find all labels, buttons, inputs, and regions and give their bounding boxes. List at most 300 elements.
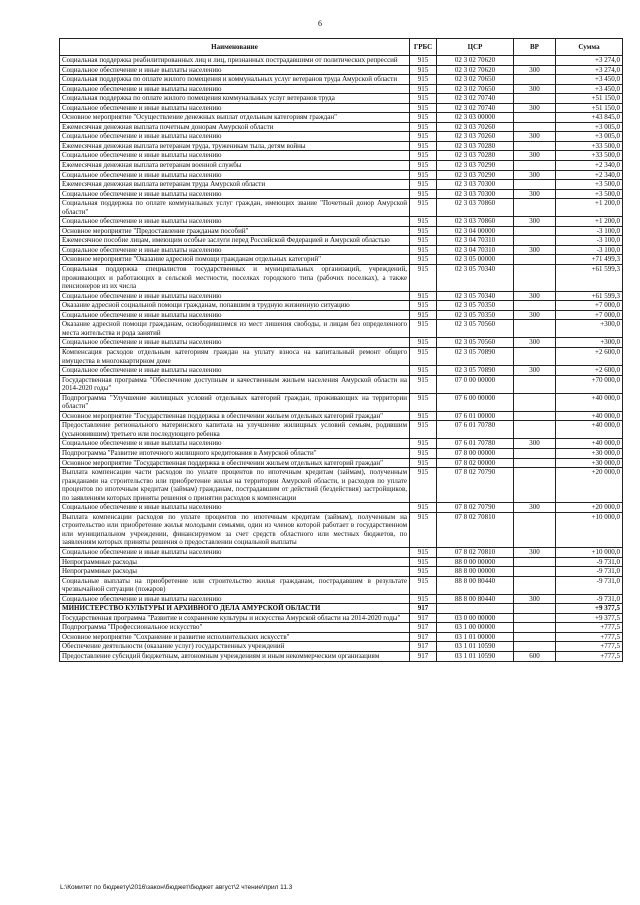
cell-csr: 02 3 03 70860 xyxy=(437,199,514,217)
cell-sum: +3 450,0 xyxy=(556,84,623,94)
cell-vr: 300 xyxy=(514,310,556,320)
cell-grbs: 915 xyxy=(410,347,437,365)
table-row xyxy=(60,291,623,301)
cell-csr: 02 3 02 70620 xyxy=(437,56,514,66)
cell-csr: 07 6 00 00000 xyxy=(437,393,514,411)
cell-vr xyxy=(514,421,556,439)
cell-vr xyxy=(514,265,556,292)
table-row xyxy=(60,557,623,567)
cell-sum: +9 377,5 xyxy=(556,613,623,623)
cell-vr: 300 xyxy=(514,503,556,513)
table-row xyxy=(60,320,623,338)
cell-grbs: 917 xyxy=(410,652,437,662)
table-row xyxy=(60,132,623,142)
cell-name: Социальное обеспечение и иные выплаты населению xyxy=(60,503,410,513)
cell-grbs: 915 xyxy=(410,448,437,458)
cell-vr xyxy=(514,347,556,365)
cell-sum: +61 599,3 xyxy=(556,265,623,292)
table-row xyxy=(60,75,623,85)
table-row xyxy=(60,217,623,227)
cell-sum: +51 150,0 xyxy=(556,94,623,104)
cell-grbs: 915 xyxy=(410,265,437,292)
cell-sum: +1 200,0 xyxy=(556,199,623,217)
cell-grbs: 915 xyxy=(410,310,437,320)
table-row xyxy=(60,439,623,449)
cell-name: Социальное обеспечение и иные выплаты населению xyxy=(60,594,410,604)
table-row xyxy=(60,189,623,199)
table-row xyxy=(60,347,623,365)
cell-vr: 300 xyxy=(514,547,556,557)
cell-vr xyxy=(514,557,556,567)
cell-sum: +7 000,0 xyxy=(556,301,623,311)
cell-sum: +70 000,0 xyxy=(556,375,623,393)
cell-name: Социальное обеспечение и иные выплаты населению xyxy=(60,338,410,348)
cell-vr: 300 xyxy=(514,151,556,161)
cell-sum: +40 000,0 xyxy=(556,411,623,421)
cell-name: Предоставление регионального материнского капитала на улучшение жилищных условий семьям, родившим (усыновившим) третьего или последующего ребенка xyxy=(60,421,410,439)
cell-grbs: 915 xyxy=(410,151,437,161)
cell-sum: +30 000,0 xyxy=(556,448,623,458)
table-row xyxy=(60,632,623,642)
table-row xyxy=(60,468,623,503)
cell-sum: +300,0 xyxy=(556,338,623,348)
cell-name: Непрограммные расходы xyxy=(60,567,410,577)
cell-csr: 02 3 03 70300 xyxy=(437,180,514,190)
cell-csr: 02 3 05 70350 xyxy=(437,310,514,320)
cell-sum: -9 731,0 xyxy=(556,594,623,604)
cell-name: Социальное обеспечение и иные выплаты населению xyxy=(60,189,410,199)
cell-sum: +2 340,0 xyxy=(556,170,623,180)
cell-vr: 300 xyxy=(514,189,556,199)
table-row xyxy=(60,411,623,421)
cell-sum: +33 500,0 xyxy=(556,141,623,151)
cell-csr: 07 8 02 70810 xyxy=(437,547,514,557)
cell-csr xyxy=(437,604,514,614)
cell-sum: +3 500,0 xyxy=(556,189,623,199)
cell-vr: 300 xyxy=(514,132,556,142)
cell-vr xyxy=(514,623,556,633)
cell-csr: 03 1 00 00000 xyxy=(437,623,514,633)
table-row xyxy=(60,642,623,652)
cell-grbs: 915 xyxy=(410,122,437,132)
cell-name: Основное мероприятие "Государственная поддержка в обеспечении жильем отдельных категорий граждан" xyxy=(60,411,410,421)
cell-grbs: 915 xyxy=(410,113,437,123)
cell-name: Социальное обеспечение и иные выплаты населению xyxy=(60,132,410,142)
cell-vr xyxy=(514,75,556,85)
cell-name: Социальное обеспечение и иные выплаты населению xyxy=(60,103,410,113)
cell-grbs: 917 xyxy=(410,632,437,642)
table-row xyxy=(60,652,623,662)
cell-name: Социальное обеспечение и иные выплаты населению xyxy=(60,547,410,557)
cell-grbs: 915 xyxy=(410,141,437,151)
cell-csr: 88 8 00 80440 xyxy=(437,594,514,604)
cell-vr: 300 xyxy=(514,217,556,227)
cell-name: Подпрограмма "Развитие ипотечного жилищного кредитования в Амурской области" xyxy=(60,448,410,458)
table-row xyxy=(60,84,623,94)
table-row xyxy=(60,512,623,547)
table-row xyxy=(60,338,623,348)
cell-grbs: 917 xyxy=(410,623,437,633)
cell-csr: 07 6 01 70780 xyxy=(437,439,514,449)
cell-csr: 03 1 01 00000 xyxy=(437,632,514,642)
table-row xyxy=(60,375,623,393)
table-row xyxy=(60,113,623,123)
cell-name: Основное мероприятие "Государственная поддержка в обеспечении жильем отдельных категорий граждан" xyxy=(60,458,410,468)
cell-name: Ежемесячная денежная выплата почетным донорам Амурской области xyxy=(60,122,410,132)
cell-vr xyxy=(514,613,556,623)
cell-grbs: 915 xyxy=(410,557,437,567)
cell-sum: +20 000,0 xyxy=(556,503,623,513)
cell-name: Социальное обеспечение и иные выплаты населению xyxy=(60,366,410,376)
cell-vr xyxy=(514,604,556,614)
table-row xyxy=(60,245,623,255)
cell-csr: 02 3 05 00000 xyxy=(437,255,514,265)
cell-vr: 300 xyxy=(514,291,556,301)
cell-vr: 300 xyxy=(514,439,556,449)
table-row xyxy=(60,458,623,468)
cell-grbs: 915 xyxy=(410,132,437,142)
table-row xyxy=(60,141,623,151)
cell-vr: 600 xyxy=(514,652,556,662)
cell-name: Государственная программа "Обеспечение доступным и качественным жильем населения Амурской области на 2014-2020 годы" xyxy=(60,375,410,393)
cell-name: Подпрограмма "Улучшение жилищных условий отдельных категорий граждан, проживающих на территории области" xyxy=(60,393,410,411)
table-row xyxy=(60,236,623,246)
table-row xyxy=(60,503,623,513)
table-row xyxy=(60,567,623,577)
table-row xyxy=(60,265,623,292)
cell-grbs: 915 xyxy=(410,75,437,85)
cell-grbs: 915 xyxy=(410,226,437,236)
cell-name: Оказание адресной помощи гражданам, освободившимся из мест лишения свободы, и лицам без определенного места жительства и рода занятий xyxy=(60,320,410,338)
cell-csr: 88 8 00 80440 xyxy=(437,576,514,594)
cell-sum: -3 100,0 xyxy=(556,236,623,246)
cell-name: Основное мероприятие "Оказание адресной помощи гражданам отдельных категорий" xyxy=(60,255,410,265)
cell-vr xyxy=(514,113,556,123)
cell-csr: 02 3 03 70290 xyxy=(437,170,514,180)
cell-name: Оказание адресной социальной помощи гражданам, попавшим в трудную жизненную ситуацию xyxy=(60,301,410,311)
cell-vr xyxy=(514,236,556,246)
cell-csr: 02 3 04 70310 xyxy=(437,245,514,255)
cell-name: Непрограммные расходы xyxy=(60,557,410,567)
cell-csr: 02 3 05 70560 xyxy=(437,338,514,348)
table-row xyxy=(60,56,623,66)
cell-csr: 02 3 02 70650 xyxy=(437,75,514,85)
cell-vr: 300 xyxy=(514,65,556,75)
table-row xyxy=(60,421,623,439)
cell-csr: 02 3 03 70300 xyxy=(437,189,514,199)
cell-sum: +3 500,0 xyxy=(556,180,623,190)
cell-grbs: 915 xyxy=(410,94,437,104)
cell-grbs: 915 xyxy=(410,84,437,94)
cell-name: Социальное обеспечение и иные выплаты населению xyxy=(60,151,410,161)
cell-csr: 02 3 03 70260 xyxy=(437,122,514,132)
table-row xyxy=(60,94,623,104)
table-row xyxy=(60,199,623,217)
cell-csr: 03 1 01 10590 xyxy=(437,642,514,652)
cell-sum: +2 340,0 xyxy=(556,161,623,171)
table-row xyxy=(60,170,623,180)
cell-csr: 03 1 01 10590 xyxy=(437,652,514,662)
cell-grbs: 915 xyxy=(410,245,437,255)
cell-sum: +40 000,0 xyxy=(556,393,623,411)
cell-csr: 02 3 03 70860 xyxy=(437,217,514,227)
cell-csr: 88 8 00 00000 xyxy=(437,567,514,577)
cell-csr: 02 3 02 70620 xyxy=(437,65,514,75)
cell-vr xyxy=(514,468,556,503)
cell-vr xyxy=(514,448,556,458)
cell-csr: 02 3 04 70310 xyxy=(437,236,514,246)
cell-vr xyxy=(514,94,556,104)
table-row xyxy=(60,604,623,614)
cell-sum: +33 500,0 xyxy=(556,151,623,161)
cell-sum: +3 450,0 xyxy=(556,75,623,85)
table-row xyxy=(60,310,623,320)
cell-name: Предоставление субсидий бюджетным, автономным учреждениям и иным некоммерческим организациям xyxy=(60,652,410,662)
cell-csr: 02 3 03 70290 xyxy=(437,161,514,171)
cell-grbs: 915 xyxy=(410,366,437,376)
cell-csr: 07 8 02 70810 xyxy=(437,512,514,547)
cell-name: Основное мероприятие "Осуществление денежных выплат отдельным категориям граждан" xyxy=(60,113,410,123)
cell-vr xyxy=(514,122,556,132)
cell-grbs: 915 xyxy=(410,56,437,66)
cell-name: Выплата компенсации расходов по уплате процентов по ипотечным кредитам (займам), полученным на строительство или приобретение жилья молодыми семьями, один из членов которой работает в государственном или муниципальном учреждении, финансируемом за счет средств областного или местных бюджетов, по заявлениям которых приняты решения о предоставлении социальной выплаты xyxy=(60,512,410,547)
cell-sum: +10 000,0 xyxy=(556,547,623,557)
cell-name: Социальное обеспечение и иные выплаты населению xyxy=(60,84,410,94)
cell-sum: +2 600,0 xyxy=(556,347,623,365)
cell-grbs: 915 xyxy=(410,468,437,503)
cell-sum: -3 100,0 xyxy=(556,226,623,236)
cell-grbs: 915 xyxy=(410,421,437,439)
cell-sum: +2 600,0 xyxy=(556,366,623,376)
cell-grbs: 915 xyxy=(410,180,437,190)
cell-grbs: 915 xyxy=(410,393,437,411)
cell-name: Социальное обеспечение и иные выплаты населению xyxy=(60,310,410,320)
cell-name: МИНИСТЕРСТВО КУЛЬТУРЫ И АРХИВНОГО ДЕЛА АМУРСКОЙ ОБЛАСТИ xyxy=(60,604,410,614)
cell-grbs: 917 xyxy=(410,604,437,614)
cell-sum: +777,5 xyxy=(556,632,623,642)
cell-grbs: 915 xyxy=(410,103,437,113)
cell-csr: 02 3 05 70890 xyxy=(437,347,514,365)
cell-sum: +777,5 xyxy=(556,652,623,662)
cell-csr: 07 8 00 00000 xyxy=(437,448,514,458)
cell-name: Основное мероприятие "Сохранение и развитие исполнительских искусств" xyxy=(60,632,410,642)
cell-name: Социальное обеспечение и иные выплаты населению xyxy=(60,65,410,75)
table-row xyxy=(60,161,623,171)
cell-vr xyxy=(514,199,556,217)
cell-vr xyxy=(514,458,556,468)
cell-name: Ежемесячная денежная выплата ветеранам труда Амурской области xyxy=(60,180,410,190)
cell-csr: 02 3 03 70260 xyxy=(437,132,514,142)
cell-grbs: 915 xyxy=(410,301,437,311)
cell-name: Социальное обеспечение и иные выплаты населению xyxy=(60,245,410,255)
table-row xyxy=(60,448,623,458)
table-header-row xyxy=(60,39,623,56)
cell-name: Компенсация расходов отдельным категориям граждан на уплату взноса на капитальный ремонт общего имущества в многоквартирном доме xyxy=(60,347,410,365)
table-row xyxy=(60,180,623,190)
cell-grbs: 915 xyxy=(410,547,437,557)
cell-vr: 300 xyxy=(514,103,556,113)
cell-vr: 300 xyxy=(514,338,556,348)
cell-csr: 07 8 02 00000 xyxy=(437,458,514,468)
table-row xyxy=(60,613,623,623)
cell-sum: +777,5 xyxy=(556,642,623,652)
cell-name: Основное мероприятие "Предоставление гражданам пособий" xyxy=(60,226,410,236)
cell-sum: +51 150,0 xyxy=(556,103,623,113)
cell-vr: 300 xyxy=(514,84,556,94)
cell-grbs: 915 xyxy=(410,189,437,199)
table-row xyxy=(60,151,623,161)
cell-vr xyxy=(514,375,556,393)
cell-csr: 07 6 01 00000 xyxy=(437,411,514,421)
cell-sum: +3 274,0 xyxy=(556,56,623,66)
cell-grbs: 915 xyxy=(410,338,437,348)
budget-table xyxy=(59,38,623,662)
cell-grbs: 915 xyxy=(410,512,437,547)
table-row xyxy=(60,623,623,633)
cell-vr xyxy=(514,161,556,171)
column-header-name: Наименование xyxy=(60,39,410,56)
cell-sum: +3 005,0 xyxy=(556,122,623,132)
cell-name: Социальное обеспечение и иные выплаты населению xyxy=(60,439,410,449)
cell-name: Подпрограмма "Профессиональное искусство" xyxy=(60,623,410,633)
cell-csr: 07 6 01 70780 xyxy=(437,421,514,439)
cell-name: Обеспечение деятельности (оказание услуг) государственных учреждений xyxy=(60,642,410,652)
cell-vr: 300 xyxy=(514,366,556,376)
cell-csr: 07 8 02 70790 xyxy=(437,468,514,503)
cell-grbs: 915 xyxy=(410,503,437,513)
cell-sum: +300,0 xyxy=(556,320,623,338)
cell-grbs: 915 xyxy=(410,411,437,421)
column-header-vr: ВР xyxy=(514,39,556,56)
cell-name: Социальная поддержка реабилитированных лиц и лиц, признанных пострадавшими от политических репрессий xyxy=(60,56,410,66)
table-row xyxy=(60,226,623,236)
cell-vr: 300 xyxy=(514,245,556,255)
cell-vr: 300 xyxy=(514,594,556,604)
cell-vr xyxy=(514,141,556,151)
cell-vr: 300 xyxy=(514,170,556,180)
cell-sum: +20 000,0 xyxy=(556,468,623,503)
table-row xyxy=(60,255,623,265)
cell-name: Выплата компенсации части расходов по уплате процентов по ипотечным кредитам (займам), полученным гражданами на строительство или приобретение жилья на территории Амурской области, и расходов по уплате процентов по ипотечным кредитам (займам) гражданам, пострадавшим от действий (бездействия) застройщиков, по заявлениям которых приняты решения о принятии расходов к компенсации xyxy=(60,468,410,503)
cell-sum: +61 599,3 xyxy=(556,291,623,301)
cell-sum: -9 731,0 xyxy=(556,576,623,594)
cell-csr: 02 3 05 70890 xyxy=(437,366,514,376)
cell-name: Социальное обеспечение и иные выплаты населению xyxy=(60,217,410,227)
table-row xyxy=(60,594,623,604)
cell-vr xyxy=(514,226,556,236)
cell-grbs: 915 xyxy=(410,567,437,577)
cell-name: Государственная программа "Развитие и сохранение культуры и искусства Амурской области на 2014-2020 годы" xyxy=(60,613,410,623)
cell-grbs: 915 xyxy=(410,170,437,180)
column-header-grbs: ГРБС xyxy=(410,39,437,56)
cell-name: Социальная поддержка по оплате коммунальных услуг граждан, имеющих звание "Почетный донор Амурской области" xyxy=(60,199,410,217)
cell-vr xyxy=(514,411,556,421)
cell-name: Ежемесячное пособие лицам, имеющим особые заслуги перед Российской Федерацией и Амурской областью xyxy=(60,236,410,246)
cell-csr: 02 3 04 00000 xyxy=(437,226,514,236)
cell-csr: 03 0 00 00000 xyxy=(437,613,514,623)
cell-csr: 02 3 02 70740 xyxy=(437,94,514,104)
cell-sum: -9 731,0 xyxy=(556,567,623,577)
column-header-csr: ЦСР xyxy=(437,39,514,56)
cell-csr: 02 3 03 00000 xyxy=(437,113,514,123)
cell-csr: 02 3 05 70340 xyxy=(437,291,514,301)
cell-sum: -3 100,0 xyxy=(556,245,623,255)
cell-sum: +9 377,5 xyxy=(556,604,623,614)
cell-csr: 07 8 02 70790 xyxy=(437,503,514,513)
cell-vr xyxy=(514,301,556,311)
cell-name: Ежемесячная денежная выплата ветеранам труда, труженикам тыла, детям войны xyxy=(60,141,410,151)
cell-sum: -9 731,0 xyxy=(556,557,623,567)
cell-sum: +71 499,3 xyxy=(556,255,623,265)
cell-sum: +777,5 xyxy=(556,623,623,633)
cell-vr xyxy=(514,393,556,411)
cell-sum: +7 000,0 xyxy=(556,310,623,320)
cell-name: Ежемесячная денежная выплата ветеранам военной службы xyxy=(60,161,410,171)
table-body xyxy=(60,56,623,662)
cell-vr xyxy=(514,512,556,547)
cell-name: Социальная поддержка по оплате жилого помещения и коммунальных услуг ветеранов труда Амурской области xyxy=(60,75,410,85)
cell-csr: 88 0 00 00000 xyxy=(437,557,514,567)
cell-csr: 02 3 03 70280 xyxy=(437,151,514,161)
cell-name: Социальное обеспечение и иные выплаты населению xyxy=(60,170,410,180)
table-row xyxy=(60,366,623,376)
cell-vr xyxy=(514,255,556,265)
cell-grbs: 915 xyxy=(410,161,437,171)
cell-csr: 02 3 05 70560 xyxy=(437,320,514,338)
cell-vr xyxy=(514,320,556,338)
cell-grbs: 915 xyxy=(410,217,437,227)
cell-vr xyxy=(514,576,556,594)
cell-csr: 02 3 02 70740 xyxy=(437,103,514,113)
cell-csr: 02 3 02 70650 xyxy=(437,84,514,94)
cell-sum: +3 005,0 xyxy=(556,132,623,142)
cell-grbs: 915 xyxy=(410,199,437,217)
cell-grbs: 915 xyxy=(410,576,437,594)
cell-vr xyxy=(514,642,556,652)
cell-vr xyxy=(514,632,556,642)
table-row xyxy=(60,576,623,594)
cell-sum: +40 000,0 xyxy=(556,421,623,439)
cell-grbs: 915 xyxy=(410,439,437,449)
cell-sum: +3 274,0 xyxy=(556,65,623,75)
cell-csr: 07 0 00 00000 xyxy=(437,375,514,393)
cell-grbs: 915 xyxy=(410,320,437,338)
file-path-footer: L:\Комитет по бюджету\2016\закон\бюджет\бюджет август\2 чтение\прил 11.3 xyxy=(60,884,293,891)
cell-grbs: 915 xyxy=(410,291,437,301)
cell-grbs: 917 xyxy=(410,613,437,623)
cell-vr xyxy=(514,56,556,66)
cell-csr: 02 3 05 70350 xyxy=(437,301,514,311)
cell-grbs: 915 xyxy=(410,375,437,393)
cell-sum: +40 000,0 xyxy=(556,439,623,449)
cell-grbs: 915 xyxy=(410,594,437,604)
cell-grbs: 915 xyxy=(410,458,437,468)
cell-csr: 02 3 05 70340 xyxy=(437,265,514,292)
cell-grbs: 917 xyxy=(410,642,437,652)
table-row xyxy=(60,65,623,75)
column-header-sum: Сумма xyxy=(556,39,623,56)
page-number: 6 xyxy=(318,19,322,28)
cell-csr: 02 3 03 70280 xyxy=(437,141,514,151)
cell-grbs: 915 xyxy=(410,255,437,265)
cell-sum: +10 000,0 xyxy=(556,512,623,547)
cell-name: Социальное обеспечение и иные выплаты населению xyxy=(60,291,410,301)
cell-vr xyxy=(514,567,556,577)
cell-sum: +1 200,0 xyxy=(556,217,623,227)
table-row xyxy=(60,103,623,113)
cell-name: Социальная поддержка по оплате жилого помещения коммунальных услуг ветеранов труда xyxy=(60,94,410,104)
cell-grbs: 915 xyxy=(410,236,437,246)
